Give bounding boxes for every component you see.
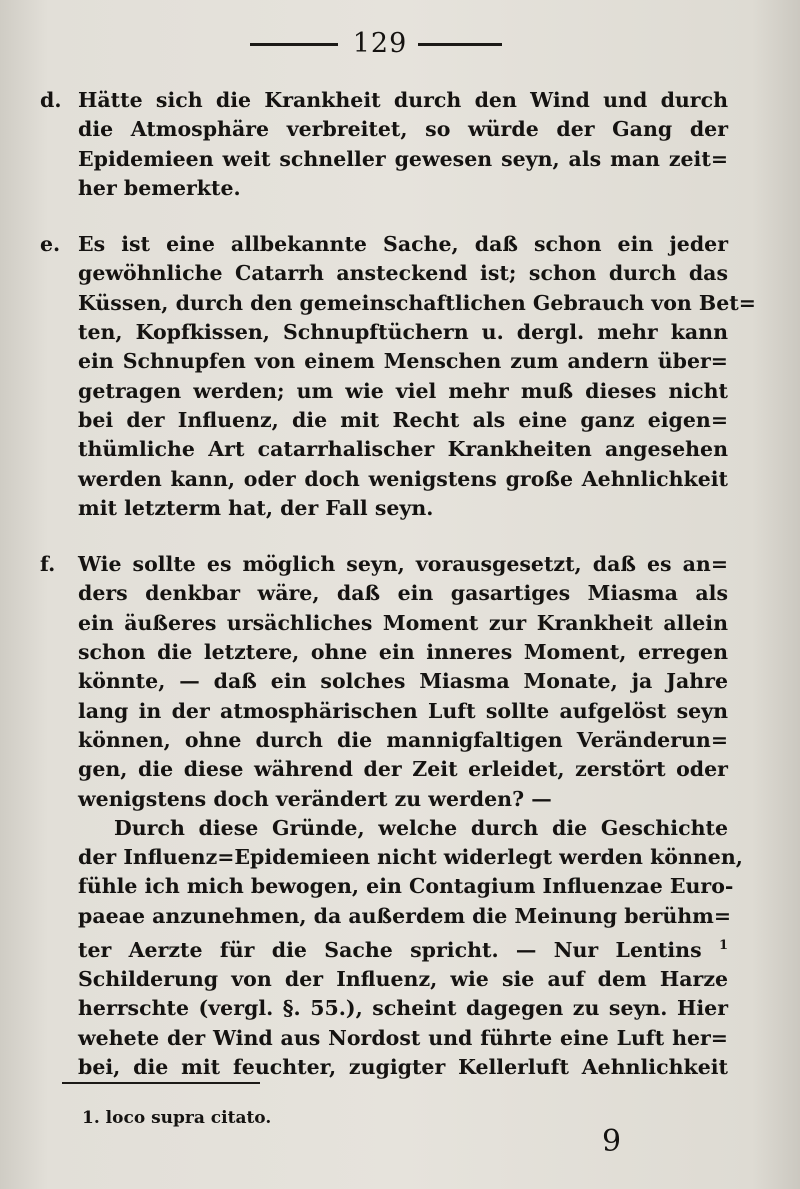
text-line: Schilderung von der Influenz, wie sie auf dem Harze	[78, 967, 728, 992]
text-line: schon die letztere, ohne ein inneres Moment, erregen	[78, 640, 728, 665]
header-rule-left	[250, 43, 338, 46]
text-line: der Influenz=Epidemieen nicht widerlegt werden können,	[78, 845, 743, 870]
text-line: können, ohne durch die mannigfaltigen Veränderun=	[78, 727, 728, 752]
footnote: 1. loco supra citato.	[82, 1108, 272, 1128]
paragraph-marker: d.	[40, 88, 62, 112]
text-line: Es ist eine allbekannte Sache, daß schon ein jeder	[78, 232, 728, 257]
text-line: werden kann, oder doch wenigstens große Aehnlichkeit	[78, 466, 728, 491]
footnote-rule	[62, 1082, 260, 1084]
text-line: her bemerkte.	[78, 175, 241, 200]
paragraph-f	[40, 550, 728, 814]
text-line: getragen werden; um wie viel mehr muß dieses nicht	[78, 378, 728, 403]
text-line: lang in der atmosphärischen Luft sollte aufgelöst seyn	[78, 698, 728, 723]
text-line: herrschte (vergl. §. 55.), scheint dagegen zu seyn. Hier	[78, 996, 728, 1021]
text-line: bei der Influenz, die mit Recht als eine ganz eigen=	[78, 407, 728, 432]
text-line: ders denkbar wäre, daß ein gasartiges Miasma als	[78, 581, 728, 606]
text-line: fühle ich mich bewogen, ein Contagium Influenzae Euro-	[78, 874, 734, 899]
header-rule-right	[418, 43, 502, 46]
text-line: ten, Kopfkissen, Schnupftüchern u. dergl. mehr kann	[78, 320, 728, 345]
text-line: wehete der Wind aus Nordost und führte eine Luft her=	[78, 1025, 728, 1050]
text-line: Hätte sich die Krankheit durch den Wind und durch	[78, 88, 728, 112]
paragraph-d	[40, 86, 728, 203]
paragraph-marker: e.	[40, 232, 61, 257]
page-number: 129	[352, 28, 408, 59]
text-line: Küssen, durch den gemeinschaftlichen Gebrauch von Bet=	[78, 290, 756, 315]
paragraph-marker: f.	[40, 552, 56, 577]
text-line: wenigstens doch verändert zu werden? —	[78, 786, 552, 811]
text-line: mit letzterm hat, der Fall seyn.	[78, 495, 434, 520]
text-line: thümliche Art catarrhalischer Krankheiten angesehen	[78, 437, 728, 462]
text-line: die Atmosphäre verbreitet, so würde der Gang der	[78, 117, 728, 142]
text-line: gewöhnliche Catarrh ansteckend ist; schon durch das	[78, 261, 728, 286]
main-paragraph	[40, 814, 743, 1083]
text-line: ein äußeres ursächliches Moment zur Krankheit allein	[78, 610, 728, 635]
text-line: gen, die diese während der Zeit erleidet, zerstört oder	[78, 757, 728, 782]
footnote-reference: 1	[718, 938, 728, 954]
page-header	[0, 24, 800, 64]
paragraph-e	[40, 230, 756, 523]
text-line-with-footnote-ref	[78, 931, 728, 965]
text-line: Epidemieen weit schneller gewesen seyn, als man zeit=	[78, 146, 728, 171]
text-line: Durch diese Gründe, welche durch die Geschichte	[114, 815, 728, 840]
body-text	[40, 86, 756, 1082]
signature-mark: 9	[602, 1124, 622, 1159]
text-line: Wie sollte es möglich seyn, vorausgesetzt, daß es an=	[78, 552, 728, 577]
text-line-content: ter Aerzte für die Sache spricht. — Nur Lentins	[78, 937, 702, 962]
text-line: könnte, — daß ein solches Miasma Monate, ja Jahre	[78, 669, 728, 694]
text-line: bei, die mit feuchter, zugigter Kellerluft Aehnlichkeit	[78, 1055, 728, 1080]
text-line: ein Schnupfen von einem Menschen zum andern über=	[78, 349, 728, 374]
text-line: paeae anzunehmen, da außerdem die Meinung berühm=	[78, 903, 732, 928]
